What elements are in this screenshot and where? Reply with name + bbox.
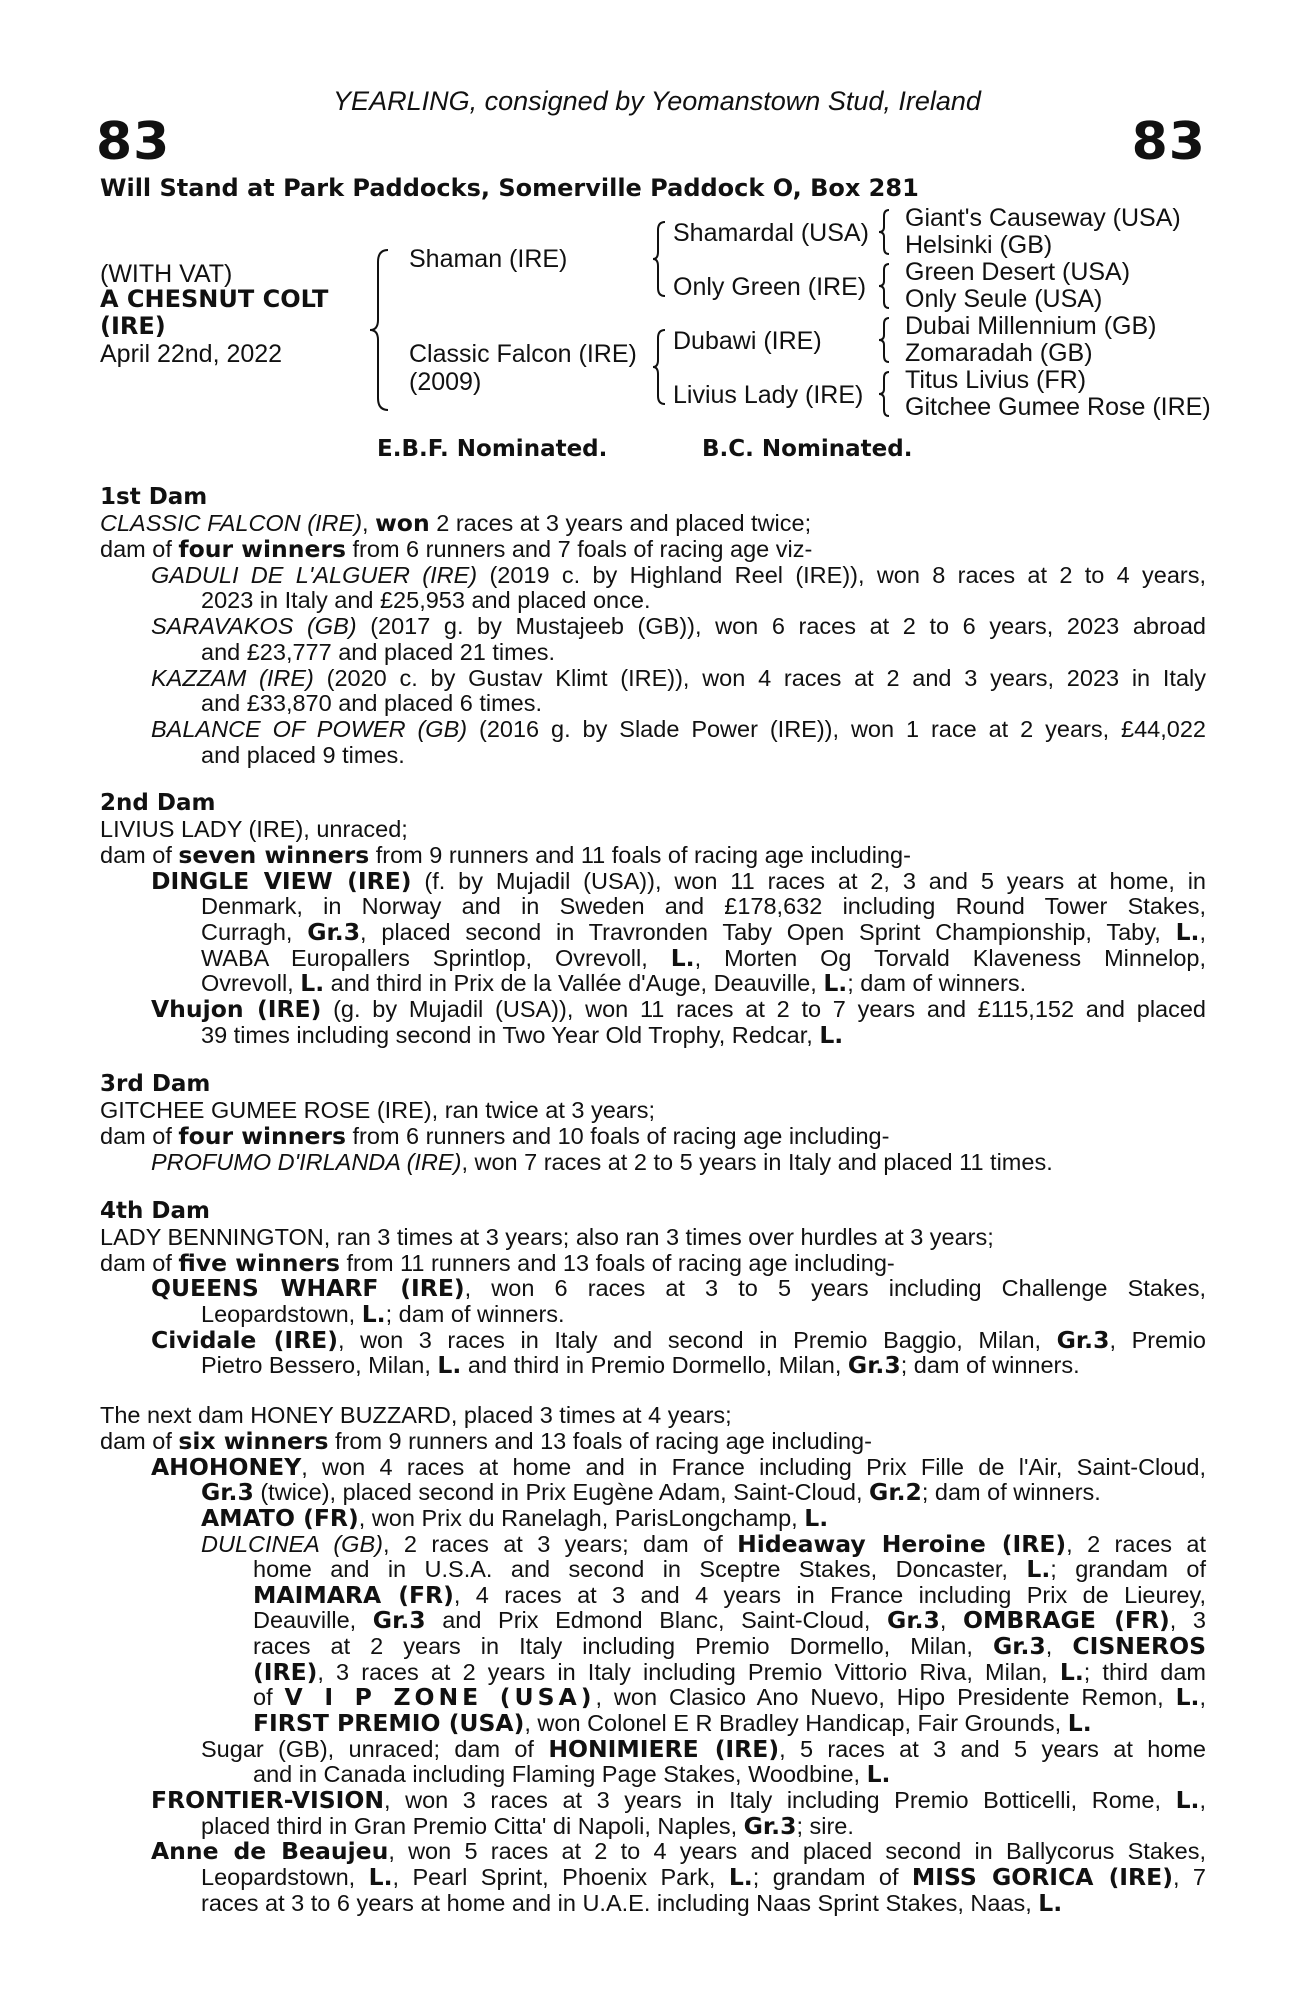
pedigree-brace-sd: [877, 262, 893, 310]
pedigree-dam-dam: Livius Lady (IRE): [673, 381, 864, 409]
section-title: 2nd Dam: [100, 790, 216, 816]
dam-record-line: dam of seven winners from 9 runners and 11 foals of racing age including-: [100, 841, 911, 869]
lot-number-left: 83: [96, 112, 171, 172]
progeny-entry: Cividale (IRE), won 3 races in Italy and second in Premio Baggio, Milan, Gr.3, Premio: [151, 1326, 1207, 1354]
pedigree-brace-sire: [651, 220, 669, 298]
progeny-entry: SARAVAKOS (GB) (2017 g. by Mustajeeb (GB)), won 6 races at 2 to 6 years, 2023 abroad: [151, 613, 1206, 639]
progeny-entry: KAZZAM (IRE) (2020 c. by Gustav Klimt (IRE)), won 4 races at 2 and 3 years, 2023 in Italy: [151, 665, 1206, 691]
consignment-heading: YEARLING, consigned by Yeomanstown Stud, Ireland: [333, 86, 981, 116]
progeny-entry-cont: placed third in Gran Premio Citta' di Napoli, Naples, Gr.3; sire.: [201, 1812, 854, 1840]
progeny-entry-cont: 39 times including second in Two Year Old Trophy, Redcar, L.: [201, 1021, 844, 1049]
pedigree-sire-dam: Only Green (IRE): [673, 273, 867, 301]
progeny-entry-cont: Curragh, Gr.3, placed second in Travronden Taby Open Sprint Championship, Taby, L.,: [201, 918, 1206, 946]
progeny-entry-cont: FIRST PREMIO (USA), won Colonel E R Bradley Handicap, Fair Grounds, L.: [253, 1709, 1092, 1737]
pedigree-ddd: Gitchee Gumee Rose (IRE): [905, 393, 1211, 421]
dam-record-line: dam of six winners from 9 runners and 13 foals of racing age including-: [100, 1427, 872, 1455]
progeny-entry-cont: (IRE), 3 races at 2 years in Italy including Premio Vittorio Riva, Milan, L.; third dam: [253, 1658, 1206, 1686]
foaling-date: April 22nd, 2022: [100, 340, 283, 368]
pedigree-sss: Giant's Causeway (USA): [905, 204, 1181, 232]
progeny-entry-cont: Ovrevoll, L. and third in Prix de la Vallée d'Auge, Deauville, L.; dam of winners.: [201, 969, 1027, 997]
progeny-entry: Anne de Beaujeu, won 5 races at 2 to 4 years and placed second in Ballycorus Stakes,: [151, 1837, 1207, 1865]
progeny-entry-cont: Leopardstown, L., Pearl Sprint, Phoenix Park, L.; grandam of MISS GORICA (IRE), 7: [201, 1863, 1206, 1891]
progeny-entry-cont: home and in U.S.A. and second in Sceptre Stakes, Doncaster, L.; grandam of: [253, 1555, 1206, 1583]
dam-line: The next dam HONEY BUZZARD, placed 3 times at 4 years;: [100, 1402, 732, 1428]
section-title: 1st Dam: [100, 484, 208, 510]
progeny-entry: Vhujon (IRE) (g. by Mujadil (USA)), won 11 races at 2 to 7 years and £115,152 and placed: [151, 995, 1206, 1023]
pedigree-dsd: Zomaradah (GB): [905, 339, 1093, 367]
progeny-entry: GADULI DE L'ALGUER (IRE) (2019 c. by Highland Reel (IRE)), won 8 races at 2 to 4 years,: [151, 562, 1207, 588]
pedigree-sire-sire: Shamardal (USA): [673, 219, 869, 247]
progeny-entry: DINGLE VIEW (IRE) (f. by Mujadil (USA)), won 11 races at 2, 3 and 5 years at home, in: [151, 867, 1207, 895]
pedigree-ssd: Helsinki (GB): [905, 231, 1053, 259]
dam-record-line: dam of five winners from 11 runners and 13 foals of racing age including-: [100, 1249, 895, 1277]
dam-record-line: dam of four winners from 6 runners and 10 foals of racing age including-: [100, 1122, 890, 1150]
pedigree-sire: Shaman (IRE): [409, 245, 568, 273]
progeny-entry: AHOHONEY, won 4 races at home and in France including Prix Fille de l'Air, Saint-Cloud,: [151, 1453, 1206, 1481]
progeny-entry-cont: and £23,777 and placed 21 times.: [201, 639, 556, 665]
pedigree-sdd: Only Seule (USA): [905, 285, 1103, 313]
bc-nomination: B.C. Nominated.: [702, 436, 913, 462]
progeny-entry-cont: and £33,870 and placed 6 times.: [201, 690, 543, 716]
progeny-entry: QUEENS WHARF (IRE), won 6 races at 3 to 5 years including Challenge Stakes,: [151, 1274, 1206, 1302]
progeny-entry: PROFUMO D'IRLANDA (IRE), won 7 races at 2 to 5 years in Italy and placed 11 times.: [151, 1149, 1053, 1175]
section-title: 4th Dam: [100, 1198, 210, 1224]
progeny-entry-cont: races at 2 years in Italy including Premio Dormello, Milan, Gr.3, CISNEROS: [253, 1632, 1207, 1660]
dam-line: CLASSIC FALCON (IRE), won 2 races at 3 years and placed twice;: [100, 509, 812, 537]
pedigree-brace-ds: [877, 316, 893, 364]
horse-name-country: (IRE): [100, 312, 166, 340]
pedigree-brace-main: [368, 248, 394, 413]
progeny-entry-cont: 2023 in Italy and £25,953 and placed once.: [201, 587, 651, 613]
progeny-entry-cont: of V I P ZONE (USA), won Clasico Ano Nuevo, Hipo Presidente Remon, L.,: [253, 1683, 1206, 1711]
progeny-entry-cont: MAIMARA (FR), 4 races at 3 and 4 years in France including Prix de Lieurey,: [253, 1581, 1206, 1609]
pedigree-brace-dam: [651, 328, 669, 406]
pedigree-dss: Dubai Millennium (GB): [905, 312, 1157, 340]
dam-line: LIVIUS LADY (IRE), unraced;: [100, 816, 408, 842]
stand-location: Will Stand at Park Paddocks, Somerville Paddock O, Box 281: [100, 174, 919, 202]
progeny-entry-cont: and in Canada including Flaming Page Stakes, Woodbine, L.: [253, 1760, 891, 1788]
horse-name: A CHESNUT COLT: [100, 285, 329, 313]
progeny-entry-cont: Deauville, Gr.3 and Prix Edmond Blanc, Saint-Cloud, Gr.3, OMBRAGE (FR), 3: [253, 1606, 1206, 1634]
progeny-entry-cont: Leopardstown, L.; dam of winners.: [201, 1300, 565, 1328]
dam-line: LADY BENNINGTON, ran 3 times at 3 years; also ran 3 times over hurdles at 3 years;: [100, 1224, 994, 1250]
pedigree-dam: Classic Falcon (IRE): [409, 340, 637, 368]
lot-number-right: 83: [1131, 112, 1206, 172]
progeny-entry-cont: Pietro Bessero, Milan, L. and third in Premio Dormello, Milan, Gr.3; dam of winners.: [201, 1351, 1080, 1379]
dam-line: GITCHEE GUMEE ROSE (IRE), ran twice at 3 years;: [100, 1097, 655, 1123]
progeny-entry: AMATO (FR), won Prix du Ranelagh, ParisLongchamp, L.: [201, 1504, 829, 1532]
progeny-entry-cont: WABA Europallers Sprintlop, Ovrevoll, L., Morten Og Torvald Klaveness Minnelop,: [201, 944, 1206, 972]
pedigree-brace-dd: [877, 370, 893, 418]
pedigree-dam-sire: Dubawi (IRE): [673, 327, 822, 355]
progeny-entry-cont: Gr.3 (twice), placed second in Prix Eugène Adam, Saint-Cloud, Gr.2; dam of winners.: [201, 1478, 1101, 1506]
progeny-entry-cont: races at 3 to 6 years at home and in U.A.E. including Naas Sprint Stakes, Naas, L.: [201, 1889, 1063, 1917]
progeny-entry-cont: and placed 9 times.: [201, 742, 405, 768]
pedigree-dam-year: (2009): [409, 368, 482, 396]
ebf-nomination: E.B.F. Nominated.: [377, 436, 608, 462]
pedigree-brace-ss: [877, 208, 893, 256]
dam-record-line: dam of four winners from 6 runners and 7 foals of racing age viz-: [100, 535, 813, 563]
pedigree-sds: Green Desert (USA): [905, 258, 1131, 286]
progeny-entry: FRONTIER-VISION, won 3 races at 3 years in Italy including Premio Botticelli, Rome, L.,: [151, 1786, 1206, 1814]
section-title: 3rd Dam: [100, 1071, 211, 1097]
progeny-entry: DULCINEA (GB), 2 races at 3 years; dam of Hideaway Heroine (IRE), 2 races at: [201, 1530, 1207, 1558]
progeny-entry: BALANCE OF POWER (GB) (2016 g. by Slade Power (IRE)), won 1 race at 2 years, £44,022: [151, 716, 1206, 742]
progeny-entry: Sugar (GB), unraced; dam of HONIMIERE (IRE), 5 races at 3 and 5 years at home: [201, 1735, 1206, 1763]
vat-note: (WITH VAT): [100, 260, 233, 288]
progeny-entry-cont: Denmark, in Norway and in Sweden and £178,632 including Round Tower Stakes,: [201, 893, 1206, 919]
pedigree-dds: Titus Livius (FR): [905, 366, 1087, 394]
